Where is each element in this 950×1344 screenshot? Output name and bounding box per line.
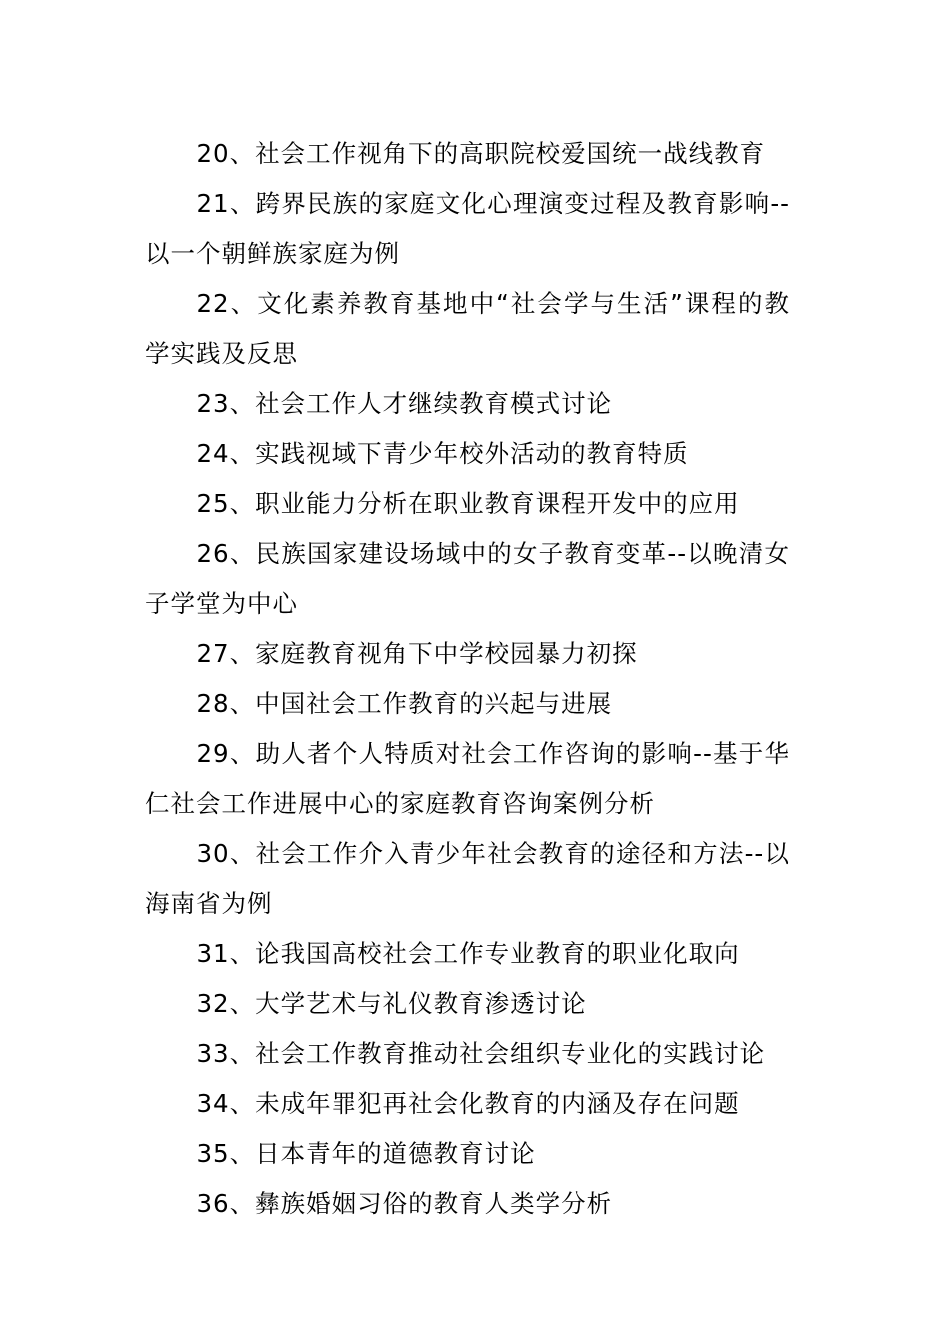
list-item: 31、论我国高校社会工作专业教育的职业化取向 — [196, 939, 740, 968]
list-item: 32、大学艺术与礼仪教育渗透讨论 — [196, 989, 587, 1018]
list-item: 36、彝族婚姻习俗的教育人类学分析 — [196, 1189, 613, 1218]
list-item: 35、日本青年的道德教育讨论 — [196, 1139, 536, 1168]
list-item: 29、助人者个人特质对社会工作咨询的影响--基于华仁社会工作进展中心的家庭教育咨询案例分析 — [145, 739, 790, 818]
topic-list — [145, 129, 790, 1229]
list-item: 23、社会工作人才继续教育模式讨论 — [196, 389, 613, 418]
list-item: 27、家庭教育视角下中学校园暴力初探 — [196, 639, 638, 668]
list-item: 22、文化素养教育基地中“社会学与生活”课程的教学实践及反思 — [145, 289, 790, 368]
list-item: 33、社会工作教育推动社会组织专业化的实践讨论 — [196, 1039, 766, 1068]
list-item: 25、职业能力分析在职业教育课程开发中的应用 — [196, 489, 740, 518]
list-item: 21、跨界民族的家庭文化心理演变过程及教育影响--以一个朝鲜族家庭为例 — [145, 189, 790, 268]
list-item: 28、中国社会工作教育的兴起与进展 — [196, 689, 613, 718]
list-item: 30、社会工作介入青少年社会教育的途径和方法--以海南省为例 — [145, 839, 790, 918]
list-item: 20、社会工作视角下的高职院校爱国统一战线教育 — [196, 139, 766, 168]
list-item: 24、实践视域下青少年校外活动的教育特质 — [196, 439, 689, 468]
list-item: 34、未成年罪犯再社会化教育的内涵及存在问题 — [196, 1089, 740, 1118]
list-item: 26、民族国家建设场域中的女子教育变革--以晚清女子学堂为中心 — [145, 539, 790, 618]
